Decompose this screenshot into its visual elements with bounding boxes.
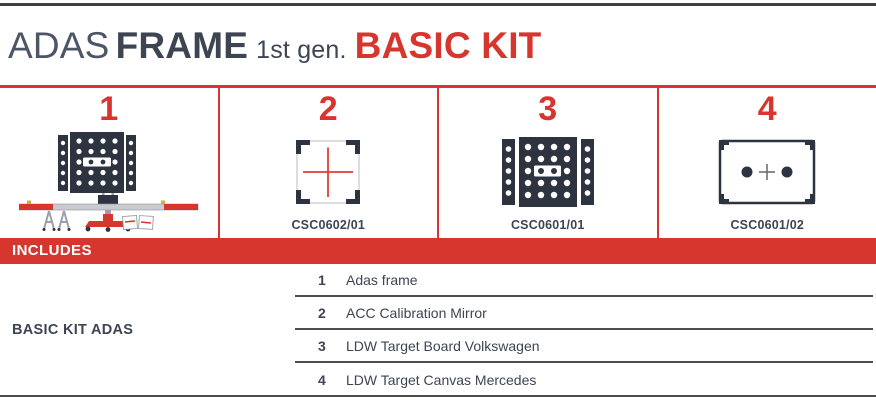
title-basic-kit: BASIC KIT [354, 25, 542, 66]
item-number: 2 [318, 304, 326, 321]
product-image-wrap [0, 130, 218, 236]
acc-calibration-mirror-illustration [293, 137, 363, 207]
kit-name-label: BASIC KIT ADAS [12, 322, 134, 338]
item-number: 3 [318, 337, 326, 354]
product-number: 2 [318, 90, 338, 128]
table-row [295, 330, 873, 363]
product-cell-2 [220, 88, 440, 238]
includes-table [295, 264, 873, 396]
includes-header-label: INCLUDES [12, 242, 92, 259]
item-description: LDW Target Board Volkswagen [346, 337, 540, 354]
ldw-target-board-illustration [502, 137, 594, 207]
product-cell-3 [439, 88, 659, 238]
table-row [295, 363, 873, 396]
ldw-target-canvas-illustration [717, 138, 817, 206]
product-number: 4 [757, 90, 777, 128]
title-frame: FRAME [115, 25, 249, 66]
product-cell-4 [659, 88, 876, 238]
item-number: 1 [318, 271, 326, 288]
title-generation: 1st gen. [256, 36, 347, 64]
item-description: ACC Calibration Mirror [346, 304, 487, 321]
item-number: 4 [318, 371, 326, 388]
table-row [295, 297, 873, 330]
product-number: 1 [99, 90, 119, 128]
product-code: CSC0601/01 [510, 218, 585, 232]
product-code: CSC0601/02 [730, 218, 805, 232]
item-description: Adas frame [346, 271, 418, 288]
product-image-wrap [220, 128, 438, 216]
product-code: CSC0602/01 [291, 218, 366, 232]
product-image-wrap [659, 128, 876, 216]
table-row [295, 264, 873, 297]
top-divider [0, 3, 876, 6]
includes-header-bar [0, 238, 876, 264]
product-image-wrap [439, 128, 657, 216]
product-cell-1 [0, 88, 220, 238]
title-adas: ADAS [8, 25, 110, 66]
product-number: 3 [538, 90, 558, 128]
page-title [8, 25, 541, 67]
bottom-divider [0, 395, 876, 397]
item-description: LDW Target Canvas Mercedes [346, 371, 537, 388]
product-grid [0, 85, 876, 238]
adas-frame-illustration [19, 132, 199, 234]
